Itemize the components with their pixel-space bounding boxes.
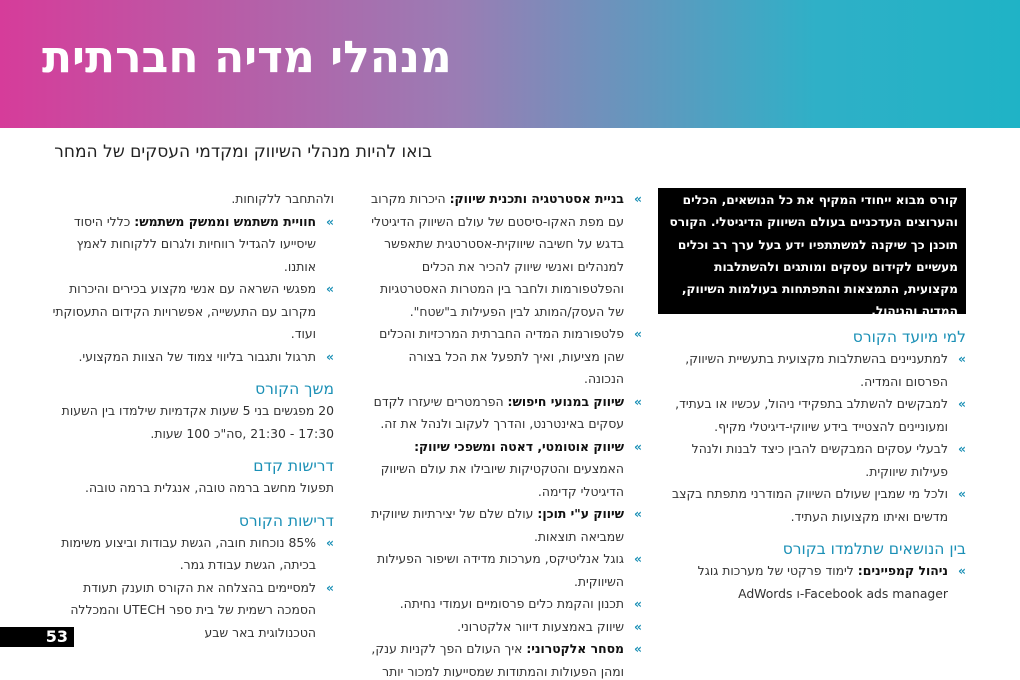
list-item-text: הפרמטרים שיעזרו לקדם עסקים באינטרנט, והדרך לעקוב ולנהל את זה. [373,393,624,431]
chevron-icon: » [957,441,966,456]
header-banner [0,0,1020,128]
list-item-text: 85% נוכחות חובה, הגשת עבודות וביצוע משימות בכיתה, הגשת עבודת גמר. [61,534,316,572]
topics-heading: בין הנושאים שתלמדו בקורס [782,540,966,558]
chevron-icon: » [633,596,642,611]
list-item [44,346,334,369]
chevron-icon: » [633,326,642,341]
list-item [44,577,334,645]
list-item-text: למסיימים בהצלחה את הקורס תוענק תעודת הסמכה רשמית של בית ספר UTECH והמכללה הטכנולוגית באר שבע [70,579,316,640]
list-item [44,532,334,577]
requirements-heading: דרישות הקורס [238,511,334,530]
list-item [368,503,642,548]
list-item [44,211,334,279]
left-column [44,188,334,644]
list-item [368,323,642,391]
item-title: שיווק במנועי חיפוש: [507,393,624,409]
list-item [368,436,642,504]
chevron-icon: » [325,213,334,229]
item-title: בניית אסטרטגיה ותכנית שיווק: [449,191,624,206]
list-item-text: פלטפורמות המדיה החברתית המרכזיות והכלים שהן מציעות, ואיך לתפעל את הכל בצורה הנכונה. [379,326,624,386]
list-item-text: שיווק באמצעות דיוור אלקטרוני. [457,618,624,634]
list-item-text: עולם שלם של יצירתיות שיווקית שמביאה תוצאות. [371,506,624,544]
list-item [368,593,642,616]
audience-heading: למי מיועד הקורס [852,328,966,346]
topics-list-end [44,211,334,369]
duration-heading: משך הקורס [255,380,334,398]
requirements-list [44,532,334,645]
chevron-icon: » [325,348,334,364]
intro-box: קורס מבוא ייחודי המקיף את כל הנושאים, הכלים והערוצים העדכניים בעולם השיווק הדיגיטלי. הקורס תוכנן כך שיקנה למשתתפיו ידע בעל ערך רב וכלים מעשיים לקידום עסקים ומותגים ולהשתלבות מקצועית, התמצאות והתפתחות בעולמות השיווק, המדיה והניהול. [658,188,966,314]
list-item [368,188,642,323]
page-subtitle: בואו להיות מנהלי השיווק ומקדמי העסקים של המחר [54,142,432,162]
list-item-continuation: Facebook ads manager-ו AdWords [738,585,948,601]
chevron-icon: » [957,396,966,411]
chevron-icon: » [325,534,334,550]
topics-list [658,560,966,605]
list-item [658,483,966,528]
chevron-icon: » [633,551,642,566]
list-item [368,638,642,680]
right-column [658,188,966,605]
prereq-text: תפעול מחשב ברמה טובה, אנגלית ברמה טובה. [85,480,334,495]
list-item-text: תכנון והקמת כלים פרסומיים ועמודי נחיתה. [399,596,624,611]
list-item-text: לבעלי עסקים המבקשים להבין כיצד לבנות ולנהל פעילות שיווקית. [691,441,948,479]
chevron-icon: » [957,563,966,578]
chevron-icon: » [633,506,642,521]
duration-text: 20 מפגשים בני 5 שעות אקדמיות שילמדו בין השעות 17:30 - 21:30 ,סה"כ 100 שעות. [61,403,334,441]
audience-list [658,348,966,528]
list-item [368,616,642,639]
list-item-text: גוגל אנליטיקס, מערכות מדידה ושיפור הפעילות השיווקית. [377,551,624,589]
chevron-icon: » [633,191,642,206]
chevron-icon: » [633,393,642,409]
topics-list-continued [368,188,642,680]
item-title: שיווק ע"י תוכן: [537,506,624,521]
list-item-text: לימוד פרקטי של מערכות גוגל [697,563,858,578]
page-number: 53 [0,627,74,647]
list-item-text: מפגשי השראה עם אנשי מקצוע בכירים והיכרות מקרוב עם התעשייה, אפשרויות הקידום התעסוקתי ועוד. [52,281,316,341]
list-item-continuation: ולהתחבר ללקוחות. [231,191,334,206]
list-item-text: האמצעים והטקטיקות שיובילו את עולם השיווק הדיגיטלי קדימה. [380,461,624,499]
middle-column [368,188,642,680]
list-item-text: ולכל מי שמבין שעולם השיווק המודרני מתפתח בקצב מדשים ואיתו מקצועות העתיד. [671,486,948,524]
chevron-icon: » [325,281,334,296]
item-title: שיווק אוטומטי, דאטה ומשפכי שיווק: [414,438,624,454]
chevron-icon: » [633,618,642,634]
item-title: ניהול קמפיינים: [857,563,948,578]
list-item-text: היכרות מקרוב עם מפת האקו-סיסטם של עולם השיווק הדיגיטלי בדגש על חשיבה שיווקית-אסטרטגית שתאפשר למנהלים ואנשי שיווק להכיר את הכלים והפלטפורמות ולחבר בין המטרות האסטרטגיות של העסק/המותג לבין הפעילות ב"שטח". [371,191,624,319]
list-item [368,391,642,436]
chevron-icon: » [325,579,334,595]
item-title: מסחר אלקטרוני: [526,641,624,656]
prereq-heading: דרישות קדם [253,457,334,475]
chevron-icon: » [957,351,966,366]
list-item [658,560,966,605]
chevron-icon: » [633,438,642,454]
list-item [44,278,334,346]
chevron-icon: » [957,486,966,501]
list-item-text: כללי היסוד שיסייעו להגדיל רווחיות ולגרום ללקוחות לאמץ אותנו. [73,213,316,274]
list-item [658,393,966,438]
page-title: מנהלי מדיה חברתית [42,32,452,83]
chevron-icon: » [633,641,642,656]
item-title: חוויית משתמש וממשק משתמש: [134,213,316,229]
list-item-text: למבקשים להשתלב בתפקידי ניהול, עכשיו או בעתיד, ומעוניינים להצטייד בידע שיווקי-דיגיטלי מקיף. [675,396,948,434]
list-item-text: תרגול ותגבור בליווי צמוד של הצוות המקצועי. [78,348,316,364]
list-item [368,548,642,593]
list-item-text: איך העולם הפך לקניות ענק, ומהן הפעולות והמתודות שמסייעות למכור יותר [371,641,624,679]
list-item [658,348,966,393]
list-item [658,438,966,483]
list-item-text: למתעניינים בהשתלבות מקצועית בתעשיית השיווק, הפרסום והמדיה. [685,351,948,389]
